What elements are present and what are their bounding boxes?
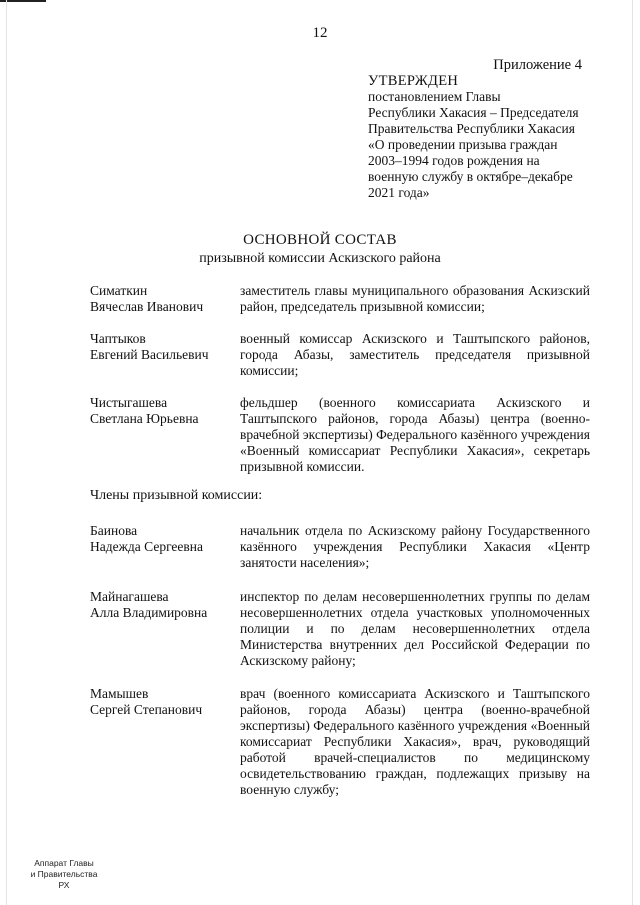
person-given-name: Алла Владимировна — [90, 605, 208, 620]
person-name — [90, 283, 240, 315]
person-given-name: Сергей Степанович — [90, 702, 203, 717]
person-name — [90, 589, 240, 621]
person-role: инспектор по делам несовершеннолетних группы по делам несовершеннолетних отдела участковых уполномоченных полиции и по делам несовершеннолетних отдела Министерства внутренних дел Российской Федерации по Аскизскому району; — [240, 589, 590, 668]
person-surname: Чистыгашева — [90, 395, 168, 410]
person-role: заместитель главы муниципального образования Аскизский район, председатель призывной комиссии; — [240, 283, 590, 314]
scan-left-edge — [6, 0, 7, 905]
person-role: военный комиссар Аскизского и Таштыпского районов, города Абазы, заместитель председателя призывной комиссии; — [240, 331, 590, 378]
page-number: 12 — [312, 25, 328, 41]
person-role: начальник отдела по Аскизскому району Государственного казённого учреждения Республики Хакасия «Центр занятости населения»; — [240, 523, 590, 570]
stamp-line: Аппарат Главы — [34, 858, 94, 868]
person-name — [90, 395, 240, 427]
person-role: фельдшер (военного комиссариата Аскизского и Таштыпского районов, города Абазы) центра (военно-врачебной экспертизы) Федерального казённого учреждения «Военный комиссариат Республики Хакасия», секретарь призывной комиссии. — [240, 395, 590, 474]
person-surname: Чаптыков — [90, 331, 146, 346]
document-title: ОСНОВНОЙ СОСТАВ — [243, 232, 397, 248]
person-given-name: Вячеслав Иванович — [90, 299, 204, 314]
person-role: врач (военного комиссариата Аскизского и Таштыпского районов, города Абазы) центра (военно-врачебной экспертизы) Федерального казённого учреждения «Военный комиссариат Республики Хакасия», врач, руководящий работой врачей-специалистов по медицинскому освидетельствованию граждан, подлежащих призыву на военную службу; — [240, 686, 590, 797]
person-surname: Мамышев — [90, 686, 149, 701]
members-heading: Члены призывной комиссии: — [90, 488, 263, 503]
person-name — [90, 686, 240, 718]
person-given-name: Евгений Васильевич — [90, 347, 209, 362]
person-name — [90, 331, 240, 363]
stamp-line: и Правительства РХ — [30, 869, 98, 890]
person-given-name: Надежда Сергеевна — [90, 539, 204, 554]
person-surname: Симаткин — [90, 283, 148, 298]
approval-line: постановлением Главы — [368, 89, 501, 104]
person-given-name: Светлана Юрьевна — [90, 411, 199, 426]
approval-heading: УТВЕРЖДЕН — [368, 73, 459, 89]
scan-right-edge — [632, 0, 633, 905]
approval-line: Республики Хакасия – Председателя — [368, 105, 579, 120]
approval-line: Правительства Республики Хакасия — [368, 121, 575, 136]
approval-line: 2003–1994 годов рождения на — [368, 153, 540, 168]
appendix-label: Приложение 4 — [493, 57, 582, 73]
document-subtitle: призывной комиссии Аскизского района — [199, 251, 441, 266]
office-stamp — [24, 858, 104, 891]
approval-line: военную службу в октябре–декабре — [368, 169, 573, 184]
approval-block — [368, 73, 598, 201]
person-surname: Баинова — [90, 523, 138, 538]
approval-line: «О проведении призыва граждан — [368, 137, 558, 152]
approval-line: 2021 года» — [368, 185, 430, 200]
person-name — [90, 523, 240, 555]
person-surname: Майнагашева — [90, 589, 169, 604]
